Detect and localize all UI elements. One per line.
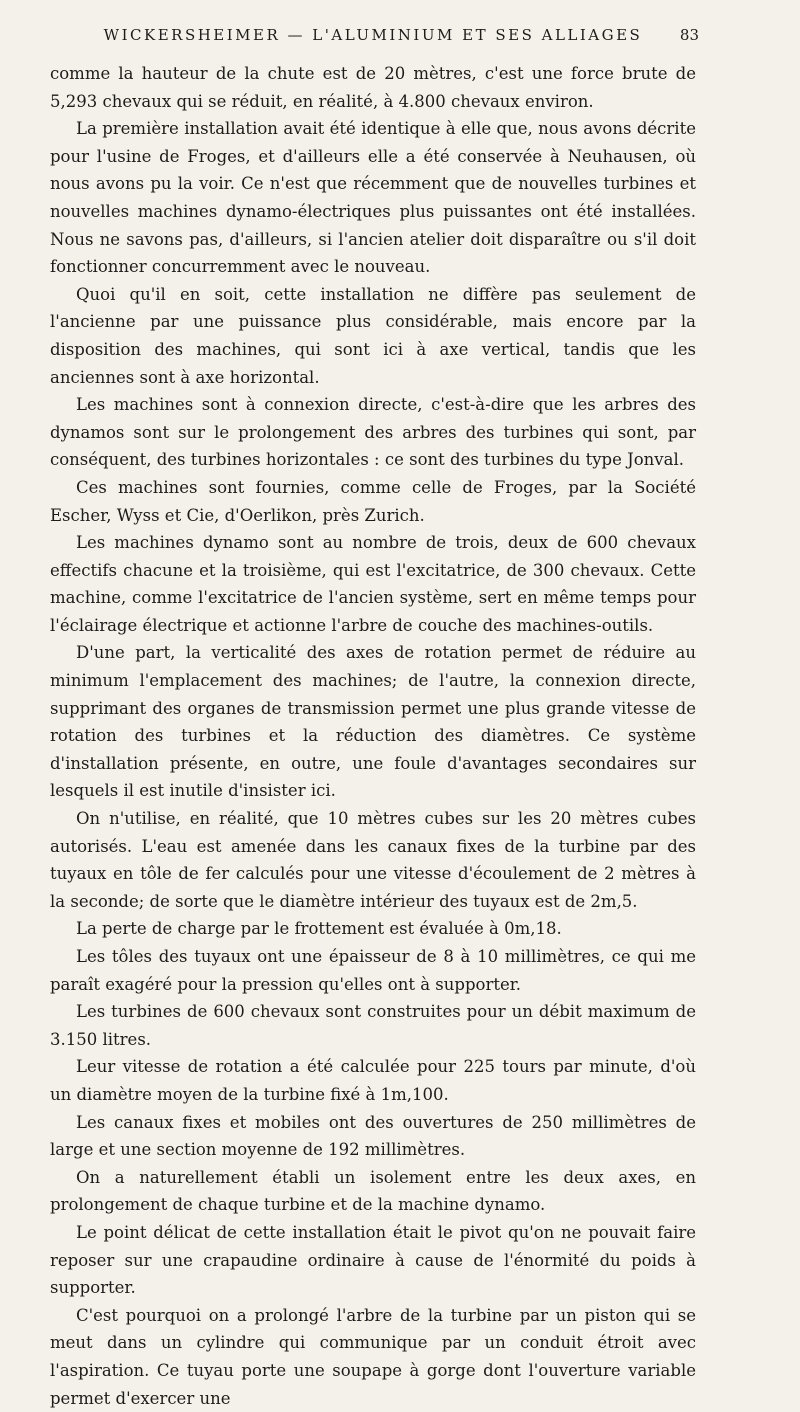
paragraph: Les machines dynamo sont au nombre de trois, deux de 600 chevaux effectifs chacune et la troisième, qui est l'excitatrice, de 300 chevaux. Cette machine, comme l'excitatrice de l'ancien système, sert en même temps pour l'éclairage électrique et actionne l'arbre de couche des machines-outils.: [50, 533, 696, 635]
paragraph: Les canaux fixes et mobiles ont des ouvertures de 250 millimètres de large et une section moyenne de 192 millimètres.: [50, 1112, 696, 1160]
paragraph: C'est pourquoi on a prolongé l'arbre de la turbine par un piston qui se meut dans un cylindre qui communique par un conduit étroit avec l'aspiration. Ce tuyau porte une soupape à gorge dont l'ouverture variable permet d'exercer une: [50, 1305, 696, 1408]
paragraph: Le point délicat de cette installation était le pivot qu'on ne pouvait faire reposer sur une crapaudine ordinaire à cause de l'énormité du poids à supporter.: [50, 1222, 696, 1298]
paragraph: On n'utilise, en réalité, que 10 mètres cubes sur les 20 mètres cubes autorisés. L'eau est amenée dans les canaux fixes de la turbine par des tuyaux en tôle de fer calculés pour une vitesse d'écoulement de 2 mètres à la seconde; de sorte que le diamètre intérieur des tuyaux est de 2m,5.: [50, 809, 696, 911]
paragraph: Les machines sont à connexion directe, c'est-à-dire que les arbres des dynamos sont sur le prolongement des arbres des turbines qui sont, par conséquent, des turbines horizontales : ce sont des turbines du type Jonval.: [50, 395, 696, 470]
paragraph: La première installation avait été identique à elle que, nous avons décrite pour l'usine de Froges, et d'ailleurs elle a été conservée à Neuhausen, où nous avons pu la voir. Ce n'est que récemment que de nouvelles turbines et nouvelles machines dynamo-électriques plus puissantes ont été installées. Nous ne savons pas, d'ailleurs, si l'ancien atelier doit disparaître ou s'il doit fonctionner concurremment avec le nouveau.: [50, 119, 696, 277]
running-header: [50, 26, 699, 50]
body-text: [50, 60, 696, 1412]
paragraph: D'une part, la verticalité des axes de rotation permet de réduire au minimum l'emplacement des machines; de l'autre, la connexion directe, supprimant des organes de transmission permet une plus grande vitesse de rotation des turbines et la réduction des diamètres. Ce système d'installation présente, en outre, une foule d'avantages secondaires sur lesquels il est inutile d'insister ici.: [50, 643, 696, 801]
running-title: WICKERSHEIMER — L'ALUMINIUM ET SES ALLIAGES: [103, 26, 643, 44]
paragraph: Les turbines de 600 chevaux sont construites pour un débit maximum de 3.150 litres.: [50, 1002, 696, 1049]
page-number: 83: [679, 26, 699, 44]
paragraph: On a naturellement établi un isolement entre les deux axes, en prolongement de chaque turbine et de la machine dynamo.: [50, 1167, 696, 1215]
paragraph: comme la hauteur de la chute est de 20 mètres, c'est une force brute de 5,293 chevaux qui se réduit, en réalité, à 4.800 chevaux environ.: [50, 64, 696, 111]
paragraph: La perte de charge par le frottement est évaluée à 0m,18.: [76, 919, 562, 939]
paragraph: Ces machines sont fournies, comme celle de Froges, par la Société Escher, Wyss et Cie, d'Oerlikon, près Zurich.: [50, 477, 696, 525]
paragraph: Les tôles des tuyaux ont une épaisseur de 8 à 10 millimètres, ce qui me paraît exagéré pour la pression qu'elles ont à supporter.: [50, 947, 696, 994]
paragraph: Quoi qu'il en soit, cette installation ne diffère pas seulement de l'ancienne par une puissance plus considérable, mais encore par la disposition des machines, qui sont ici à axe vertical, tandis que les anciennes sont à axe horizontal.: [50, 284, 696, 387]
paragraph: Leur vitesse de rotation a été calculée pour 225 tours par minute, d'où un diamètre moyen de la turbine fixé à 1m,100.: [50, 1057, 696, 1104]
